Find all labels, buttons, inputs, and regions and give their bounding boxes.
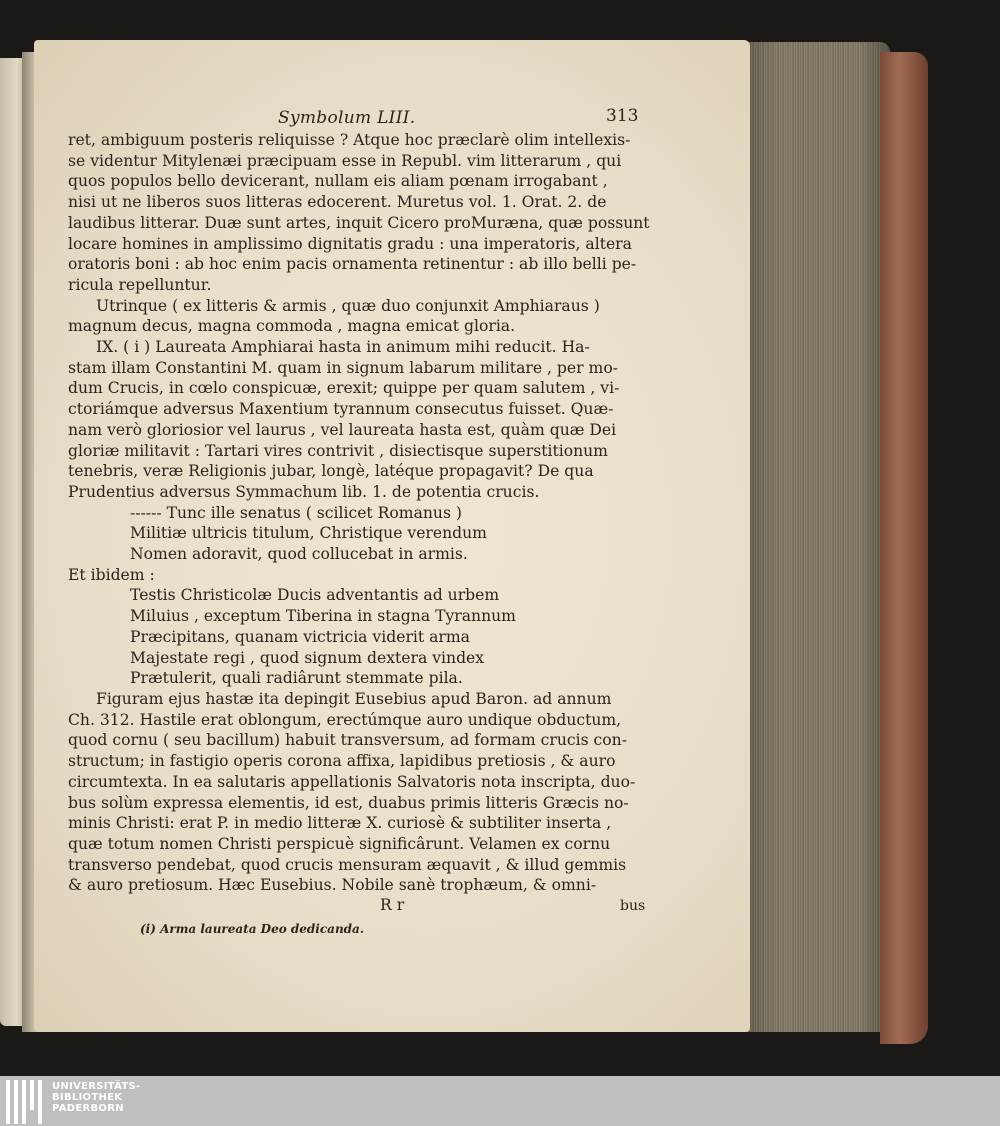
catchword: bus [620, 898, 646, 914]
text-line: nisi ut ne liberos suos litteras edocerent. Muretus vol. 1. Orat. 2. de [68, 193, 607, 212]
text-line: oratoris boni : ab hoc enim pacis ornamenta retinentur : ab illo belli pe- [68, 255, 637, 274]
library-name [52, 1081, 141, 1114]
text-line: tenebris, veræ Religionis jubar, longè, latéque propagavit? De qua [68, 462, 594, 481]
text-line: magnum decus, magna commoda , magna emicat gloria. [68, 317, 516, 336]
text-line: Præcipitans, quanam victricia viderit arma [130, 627, 470, 646]
text-line: nam verò gloriosior vel laurus , vel laureata hasta est, quàm quæ Dei [68, 420, 617, 439]
text-line: quod cornu ( seu bacillum) habuit transversum, ad formam crucis con- [68, 731, 627, 750]
text-line: locare homines in amplissimo dignitatis gradu : una imperatoris, altera [68, 234, 632, 253]
text-line: ctoriámque adversus Maxentium tyrannum consecutus fuisset. Quæ- [68, 400, 614, 419]
library-logo-icon [4, 1080, 44, 1124]
text-line: Prudentius adversus Symmachum lib. 1. de potentia crucis. [68, 482, 540, 501]
text-line: Militiæ ultricis titulum, Christique verendum [130, 524, 487, 543]
text-line: ricula repelluntur. [68, 275, 212, 294]
library-name-line-1: UNIVERSITÄTS- [52, 1081, 141, 1092]
text-line: quæ totum nomen Christi perspicuè significârunt. Velamen ex cornu [68, 834, 611, 853]
text-line: quos populos bello devicerant, nullam eis aliam pœnam irrogabant , [68, 172, 608, 191]
text-line: gloriæ militavit : Tartari vires contrivit , disiectisque superstitionum [68, 441, 608, 460]
running-head: Symbolum LIII. [278, 108, 416, 128]
page-edges-shade [740, 42, 890, 1032]
text-line: Ch. 312. Hastile erat oblongum, erectúmque auro undique obductum, [68, 710, 622, 729]
text-line: Testis Christicolæ Ducis adventantis ad urbem [130, 586, 500, 605]
text-line: stam illam Constantini M. quam in signum labarum militare , per mo- [68, 358, 618, 377]
text-line: structum; in fastigio operis corona affixa, lapidibus pretiosis , & auro [68, 752, 616, 771]
text-line: circumtexta. In ea salutaris appellationis Salvatoris nota inscripta, duo- [68, 772, 636, 791]
text-line: Miluius , exceptum Tiberina in stagna Tyrannum [130, 607, 516, 626]
text-line: Majestate regi , quod signum dextera vindex [130, 648, 485, 667]
text-line: ret, ambiguum posteris reliquisse ? Atque hoc præclarè olim intellexis- [68, 131, 631, 149]
library-name-line-2: BIBLIOTHEK [52, 1092, 123, 1103]
library-name-line-3: PADERBORN [52, 1103, 124, 1114]
book-page [34, 40, 750, 1032]
text-line: dum Crucis, in cœlo conspicuæ, erexit; quippe per quam salutem , vi- [68, 379, 620, 398]
footnote: (i) Arma laureata Deo dedicanda. [140, 922, 365, 936]
page-number: 313 [606, 106, 639, 126]
page-content [34, 40, 750, 1032]
library-footer [0, 1076, 1000, 1126]
text-line: Et ibidem : [68, 565, 155, 584]
text-line: ------ Tunc ille senatus ( scilicet Romanus ) [130, 503, 462, 522]
text-line: Prætulerit, quali radiârunt stemmate pila. [130, 669, 463, 688]
text-line: & auro pretiosum. Hæc Eusebius. Nobile sanè trophæum, & omni- [68, 876, 597, 895]
text-line: IX. ( i ) Laureata Amphiarai hasta in animum mihi reducit. Ha- [96, 338, 590, 357]
text-line: se videntur Mitylenæi præcipuam esse in Republ. vim litterarum , qui [68, 151, 622, 170]
text-line: Nomen adoravit, quod collucebat in armis. [130, 545, 468, 564]
text-line: Figuram ejus hastæ ita depingit Eusebius apud Baron. ad annum [96, 689, 612, 708]
text-line: transverso pendebat, quod crucis mensuram æquavit , & illud gemmis [68, 855, 627, 874]
text-line: minis Christi: erat P. in medio litteræ X. curiosè & subtiliter inserta , [68, 814, 612, 833]
book-cover [880, 52, 928, 1044]
signature-mark: R r [380, 896, 405, 914]
body-text [68, 130, 648, 896]
text-line: Utrinque ( ex litteris & armis , quæ duo conjunxit Amphiaraus ) [96, 296, 600, 315]
text-line: bus solùm expressa elementis, id est, duabus primis litteris Græcis no- [68, 793, 629, 812]
text-line: laudibus litterar. Duæ sunt artes, inquit Cicero proMuræna, quæ possunt [68, 213, 650, 232]
